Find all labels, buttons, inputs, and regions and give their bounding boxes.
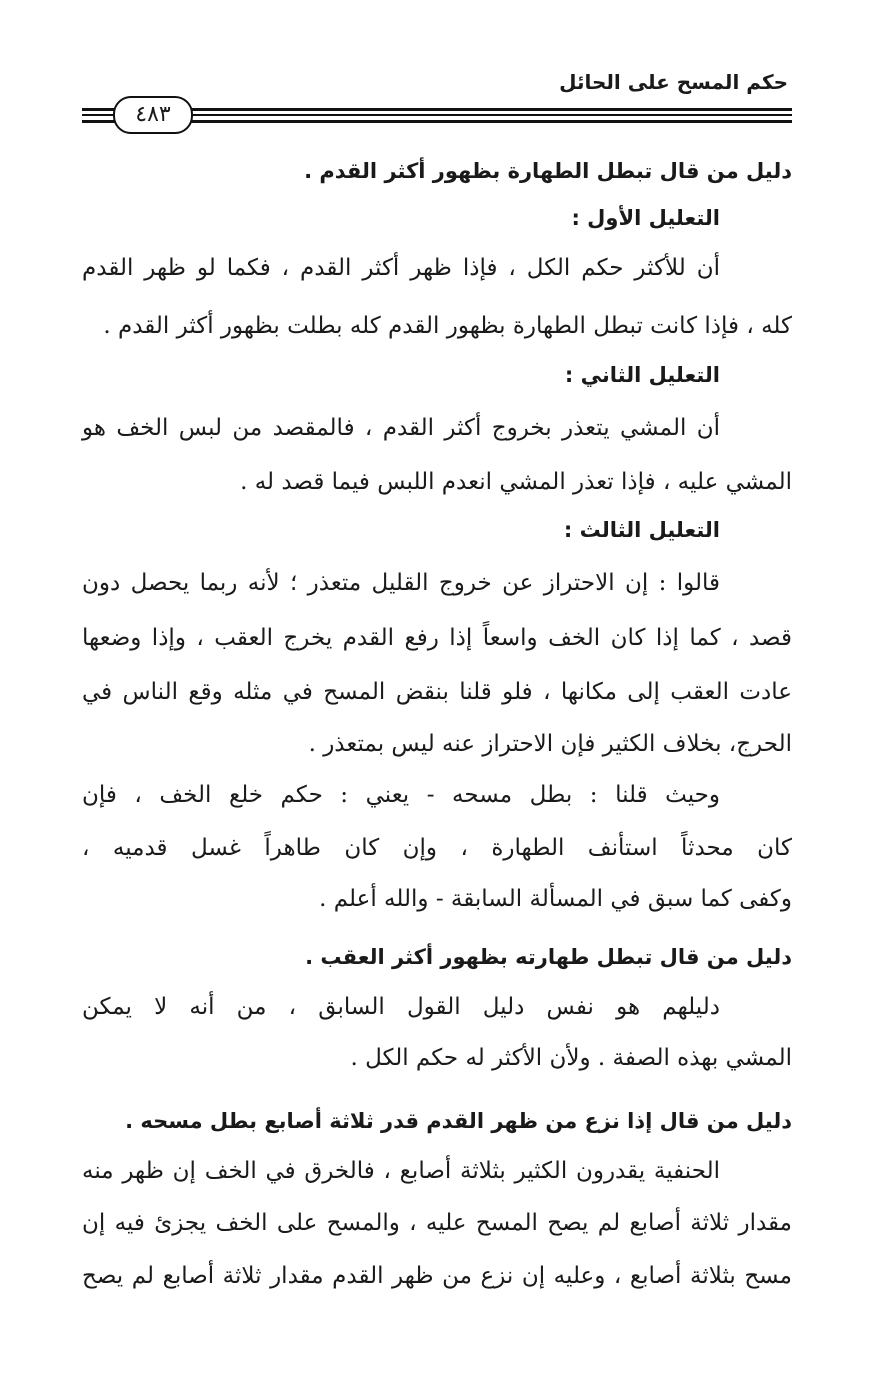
paragraph-line: كان محدثاً استأنف الطهارة ، وإن كان طاهراً غسل قدميه ، xyxy=(82,835,792,861)
paragraph-line: قصد ، كما إذا كان الخف واسعاً إذا رفع القدم يخرج العقب ، وإذا وضعها xyxy=(82,625,792,651)
paragraph-line: كله ، فإذا كانت تبطل الطهارة بظهور القدم كله بطلت بظهور أكثر القدم . xyxy=(103,313,792,339)
sub-heading: التعليل الأول : xyxy=(571,206,720,230)
paragraph-line: وحيث قلنا : بطل مسحه - يعني : حكم خلع الخف ، فإن xyxy=(82,782,720,808)
page-number-badge: ٤٨٣ xyxy=(113,96,193,134)
section-heading: دليل من قال إذا نزع من ظهر القدم قدر ثلاثة أصابع بطل مسحه . xyxy=(125,1109,792,1133)
running-header-title: حكم المسح على الحائل xyxy=(559,70,788,94)
sub-heading: التعليل الثالث : xyxy=(563,518,720,542)
section-heading: دليل من قال تبطل الطهارة بظهور أكثر القدم . xyxy=(304,159,792,183)
paragraph-line: عادت العقب إلى مكانها ، فلو قلنا بنقض المسح في مثله وقع الناس في xyxy=(82,679,792,705)
paragraph-line: أن المشي يتعذر بخروج أكثر القدم ، فالمقصد من لبس الخف هو xyxy=(82,415,720,441)
paragraph-line: الحنفية يقدرون الكثير بثلاثة أصابع ، فالخرق في الخف إن ظهر منه xyxy=(82,1158,720,1184)
paragraph-line: دليلهم هو نفس دليل القول السابق ، من أنه لا يمكن xyxy=(82,994,720,1020)
paragraph-line: مسح بثلاثة أصابع ، وعليه إن نزع من ظهر القدم مقدار ثلاثة أصابع لم يصح xyxy=(82,1263,792,1289)
paragraph-line: وكفى كما سبق في المسألة السابقة - والله أعلم . xyxy=(319,886,792,912)
sub-heading: التعليل الثاني : xyxy=(564,363,720,387)
section-heading: دليل من قال تبطل طهارته بظهور أكثر العقب . xyxy=(305,945,792,969)
paragraph-line: الحرج، بخلاف الكثير فإن الاحتراز عنه ليس بمتعذر . xyxy=(308,731,792,757)
paragraph-line: مقدار ثلاثة أصابع لم يصح المسح عليه ، والمسح على الخف يجزئ فيه إن xyxy=(82,1210,792,1236)
paragraph-line: المشي عليه ، فإذا تعذر المشي انعدم اللبس فيما قصد له . xyxy=(240,469,792,495)
paragraph-line: المشي بهذه الصفة . ولأن الأكثر له حكم الكل . xyxy=(350,1045,792,1071)
paragraph-line: قالوا : إن الاحتراز عن خروج القليل متعذر ؛ لأنه ربما يحصل دون xyxy=(82,570,720,596)
paragraph-line: أن للأكثر حكم الكل ، فإذا ظهر أكثر القدم ، فكما لو ظهر القدم xyxy=(82,255,720,281)
